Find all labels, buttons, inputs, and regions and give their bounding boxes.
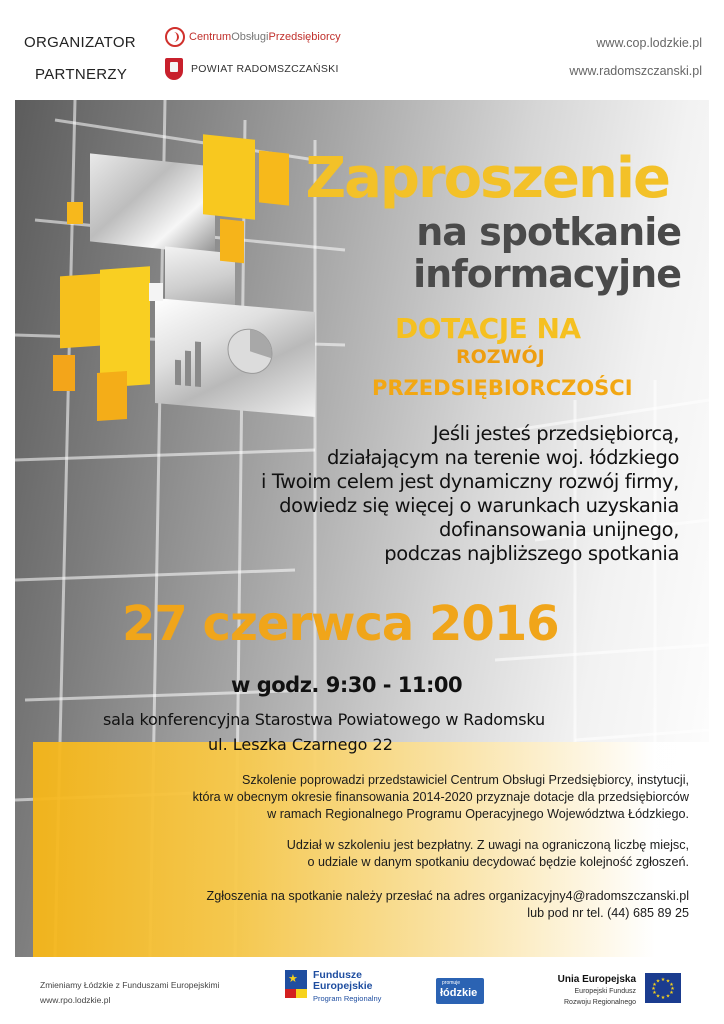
photo-handshake — [90, 153, 215, 254]
cop-logo-icon — [165, 27, 185, 47]
lodz-big-text: łódzkie — [440, 987, 478, 999]
svg-text:★: ★ — [651, 986, 656, 992]
paragraph-trainer: Szkolenie poprowadzi przedstawiciel Centrum Obsługi Przedsiębiorcy, instytucji, która w obecnym okresie finansowania 2014-2020 przyznaje dotacje dla przedsiębiorców w ramach Regionalnego Programu Operacyjnego Województwa Łódzkiego. — [192, 773, 689, 821]
svg-text:★: ★ — [665, 993, 671, 1000]
paragraph-free-entry: Udział w szkoleniu jest bezpłatny. Z uwagi na ograniczoną liczbę miejsc, o udziale w danym spotkaniu decydować będzie kolejność zgłoszeń. — [286, 838, 689, 869]
yellow-tile — [67, 202, 83, 224]
yellow-tile — [203, 134, 255, 219]
eu-title: Unia Europejska — [557, 974, 636, 985]
fe-line-2: Europejskie — [313, 980, 373, 992]
promuje-lodzkie-logo — [436, 978, 484, 1004]
photo-charts — [155, 298, 315, 417]
title-informational: informacyjne — [413, 252, 681, 296]
eu-line-1: Europejski Fundusz — [574, 988, 636, 995]
topic-line-1: DOTACJE NA — [395, 312, 581, 345]
title-meeting: na spotkanie — [416, 210, 681, 254]
yellow-tile — [97, 371, 127, 421]
svg-text:★: ★ — [665, 978, 671, 985]
poster-panel — [15, 100, 709, 957]
svg-text:★: ★ — [652, 982, 657, 988]
powiat-crest-icon — [165, 58, 183, 80]
fundusze-europejskie-logo — [285, 970, 381, 1003]
fe-line-1: Fundusze — [313, 969, 362, 981]
svg-text:★: ★ — [652, 990, 657, 996]
footer-url[interactable]: www.rpo.lodzkie.pl — [40, 995, 111, 1005]
yellow-tile — [60, 274, 100, 349]
fe-line-3: Program Regionalny — [313, 994, 382, 1003]
intro-text: Jeśli jesteś przedsiębiorcą, działającym na terenie woj. łódzkiego i Twoim celem jest dynamiczny rozwój firmy, dowiedz się więcej o warunkach uzyskania dofinansowania unijnego, podczas najbliższego spotkania — [261, 422, 679, 565]
powiat-logo-text: POWIAT RADOMSZCZAŃSKI — [191, 63, 339, 75]
footer-slogan: Zmieniamy Łódzkie z Funduszami Europejskimi — [40, 980, 220, 990]
event-address: ul. Leszka Czarnego 22 — [208, 735, 393, 754]
paragraph-registration: Zgłoszenia na spotkanie należy przesłać na adres organizacyjny4@radomszczanski.pl lub pod nr tel. (44) 685 89 25 — [206, 889, 689, 920]
eu-line-2: Rozwoju Regionalnego — [564, 999, 636, 1006]
cop-logo-text: CentrumObsługiPrzedsiębiorcy — [189, 31, 341, 43]
event-hours: w godz. 9:30 - 11:00 — [231, 673, 463, 697]
url-cop[interactable]: www.cop.lodzkie.pl — [596, 36, 702, 50]
svg-text:★: ★ — [655, 978, 661, 985]
svg-text:★: ★ — [670, 986, 675, 992]
yellow-tile — [259, 150, 289, 205]
powiat-logo — [165, 58, 339, 80]
svg-text:★: ★ — [660, 977, 666, 983]
title-invitation: Zaproszenie — [305, 146, 669, 211]
eu-fund-text — [558, 974, 636, 1007]
svg-text:★: ★ — [669, 982, 674, 988]
svg-text:★: ★ — [669, 990, 674, 996]
yellow-tile — [53, 355, 75, 391]
topic-line-3: PRZEDSIĘBIORCZOŚCI — [372, 376, 633, 400]
svg-text:★: ★ — [660, 995, 666, 1001]
organizer-label: ORGANIZATOR — [24, 34, 136, 51]
partners-label: PARTNERZY — [35, 66, 128, 83]
eu-flag-icon — [645, 973, 681, 1003]
photo-chart-icon — [155, 298, 315, 417]
white-tile — [149, 283, 163, 301]
fundusze-europejskie-icon — [285, 970, 307, 998]
topic-line-2: ROZWÓJ — [456, 346, 545, 368]
cop-logo — [165, 27, 341, 47]
url-powiat[interactable]: www.radomszczanski.pl — [569, 64, 702, 78]
yellow-tile — [220, 219, 244, 264]
event-date: 27 czerwca 2016 — [122, 596, 559, 652]
yellow-tile — [100, 266, 150, 387]
event-venue: sala konferencyjna Starostwa Powiatowego w Radomsku — [103, 710, 545, 729]
svg-text:★: ★ — [655, 993, 661, 1000]
lodz-small-text: promuje — [442, 980, 461, 986]
